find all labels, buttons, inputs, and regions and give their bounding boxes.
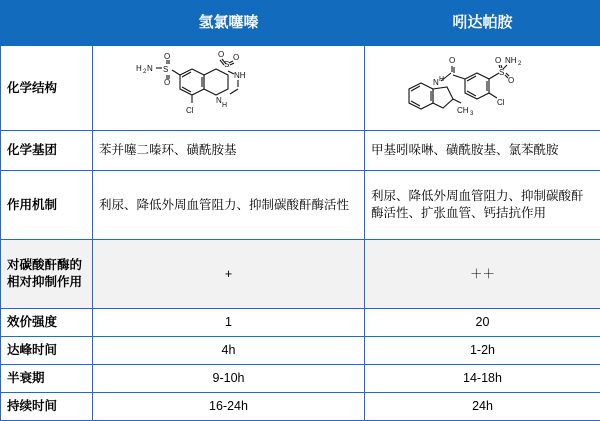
svg-text:N: N xyxy=(215,96,222,105)
svg-text:O: O xyxy=(495,56,502,65)
hydrochlorothiazide-structure-icon xyxy=(134,51,324,125)
cell-chemical-group-b: 甲基吲哚啉、磺酰胺基、氯苯酰胺 xyxy=(365,131,600,171)
cell-carbonic-anhydrase-a: + xyxy=(93,240,365,309)
svg-text:O: O xyxy=(217,51,224,59)
svg-text:Cl: Cl xyxy=(185,106,194,115)
svg-text:NH: NH xyxy=(233,71,246,80)
table-row xyxy=(1,309,600,337)
svg-text:S: S xyxy=(223,60,229,69)
cell-mechanism-b: 利尿、降低外周血管阻力、抑制碳酸酐酶活性、扩张血管、钙拮抗作用 xyxy=(365,171,600,240)
row-label-duration: 持续时间 xyxy=(1,393,93,421)
table-row xyxy=(1,337,600,365)
svg-text:O: O xyxy=(232,53,239,62)
svg-text:2: 2 xyxy=(518,61,522,67)
svg-text:S: S xyxy=(499,68,505,77)
row-label-chemical-group: 化学基团 xyxy=(1,131,93,171)
svg-text:2: 2 xyxy=(142,69,146,75)
svg-text:N: N xyxy=(146,64,153,73)
svg-text:O: O xyxy=(508,76,515,85)
table-row xyxy=(1,240,600,309)
cell-half-life-b: 14-18h xyxy=(365,365,600,393)
svg-text:S: S xyxy=(162,65,168,74)
header-cell-drug-a: 氢氯噻嗪 xyxy=(93,1,365,46)
svg-text:N: N xyxy=(433,78,439,87)
table-header-row xyxy=(1,1,600,46)
hydrochlorothiazide-structure-cell xyxy=(93,46,365,131)
svg-text:3: 3 xyxy=(470,111,474,117)
row-label-half-life: 半衰期 xyxy=(1,365,93,393)
svg-text:Cl: Cl xyxy=(497,98,505,107)
svg-text:O: O xyxy=(449,56,456,65)
cell-tmax-a: 4h xyxy=(93,337,365,365)
row-label-carbonic-anhydrase: 对碳酸酐酶的相对抑制作用 xyxy=(1,240,93,309)
cell-duration-b: 24h xyxy=(365,393,600,421)
cell-half-life-a: 9-10h xyxy=(93,365,365,393)
cell-potency-b: 20 xyxy=(365,309,600,337)
indapamide-structure-icon xyxy=(395,51,570,125)
cell-duration-a: 16-24h xyxy=(93,393,365,421)
indapamide-structure-cell xyxy=(365,46,600,131)
table-row xyxy=(1,46,600,131)
table-row xyxy=(1,131,600,171)
row-label-mechanism: 作用机制 xyxy=(1,171,93,240)
svg-text:H: H xyxy=(135,64,142,73)
cell-tmax-b: 1-2h xyxy=(365,337,600,365)
svg-text:H: H xyxy=(439,76,445,83)
row-label-structure: 化学结构 xyxy=(1,46,93,131)
header-cell-blank xyxy=(1,1,93,46)
svg-text:O: O xyxy=(163,52,170,61)
cell-chemical-group-a: 苯并噻二嗪环、磺酰胺基 xyxy=(93,131,365,171)
cell-potency-a: 1 xyxy=(93,309,365,337)
row-label-tmax: 达峰时间 xyxy=(1,337,93,365)
svg-text:O: O xyxy=(163,78,170,87)
cell-carbonic-anhydrase-b: ＋＋ xyxy=(365,240,600,309)
table-row xyxy=(1,171,600,240)
table-row xyxy=(1,393,600,421)
table-row xyxy=(1,365,600,393)
svg-text:NH: NH xyxy=(505,56,517,65)
svg-text:H: H xyxy=(221,102,227,109)
row-label-potency: 效价强度 xyxy=(1,309,93,337)
header-cell-drug-b: 吲达帕胺 xyxy=(365,1,600,46)
cell-mechanism-a: 利尿、降低外周血管阻力、抑制碳酸酐酶活性 xyxy=(93,171,365,240)
svg-text:CH: CH xyxy=(457,106,469,115)
